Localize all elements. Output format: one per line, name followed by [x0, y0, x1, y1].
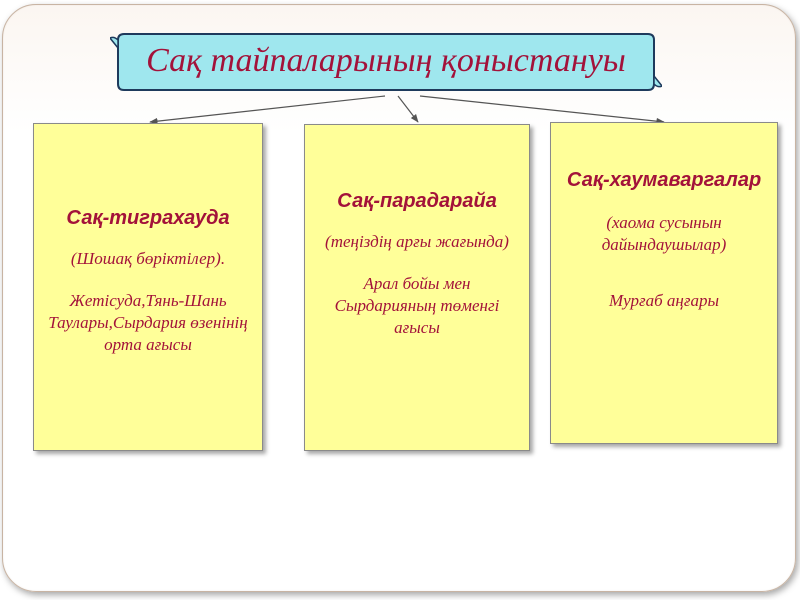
branch-note: (теңіздің арғы жағында): [325, 232, 509, 251]
arrow-to-box-3: [420, 96, 664, 122]
page-title: Сақ тайпаларының қоныстануы: [146, 42, 626, 79]
branch-box-haumavargalar: [550, 122, 778, 444]
arrow-to-box-2: [398, 96, 418, 122]
branch-name: Сақ-хаумаваргалар: [566, 169, 762, 191]
branch-region: Арал бойы мен Сырдарияның төменгі ағысы: [334, 274, 500, 337]
title-banner: [110, 26, 662, 96]
branch-note: (хаома сусынын дайындаушылар): [601, 213, 727, 254]
branch-box-tigrakhauda: [33, 123, 263, 451]
branch-name: Сақ-парадарайа: [337, 190, 497, 212]
branch-name: Сақ-тиграхауда: [66, 207, 230, 229]
branch-region: Мурғаб аңғары: [609, 291, 719, 310]
branch-note: (Шошақ бөріктілер).: [70, 249, 226, 268]
arrow-to-box-1: [150, 96, 385, 122]
branch-region: Жетісуда,Тянь-Шань Таулары,Сырдария өзенінің орта ағысы: [48, 291, 248, 354]
branch-box-paradaraya: [304, 124, 530, 451]
